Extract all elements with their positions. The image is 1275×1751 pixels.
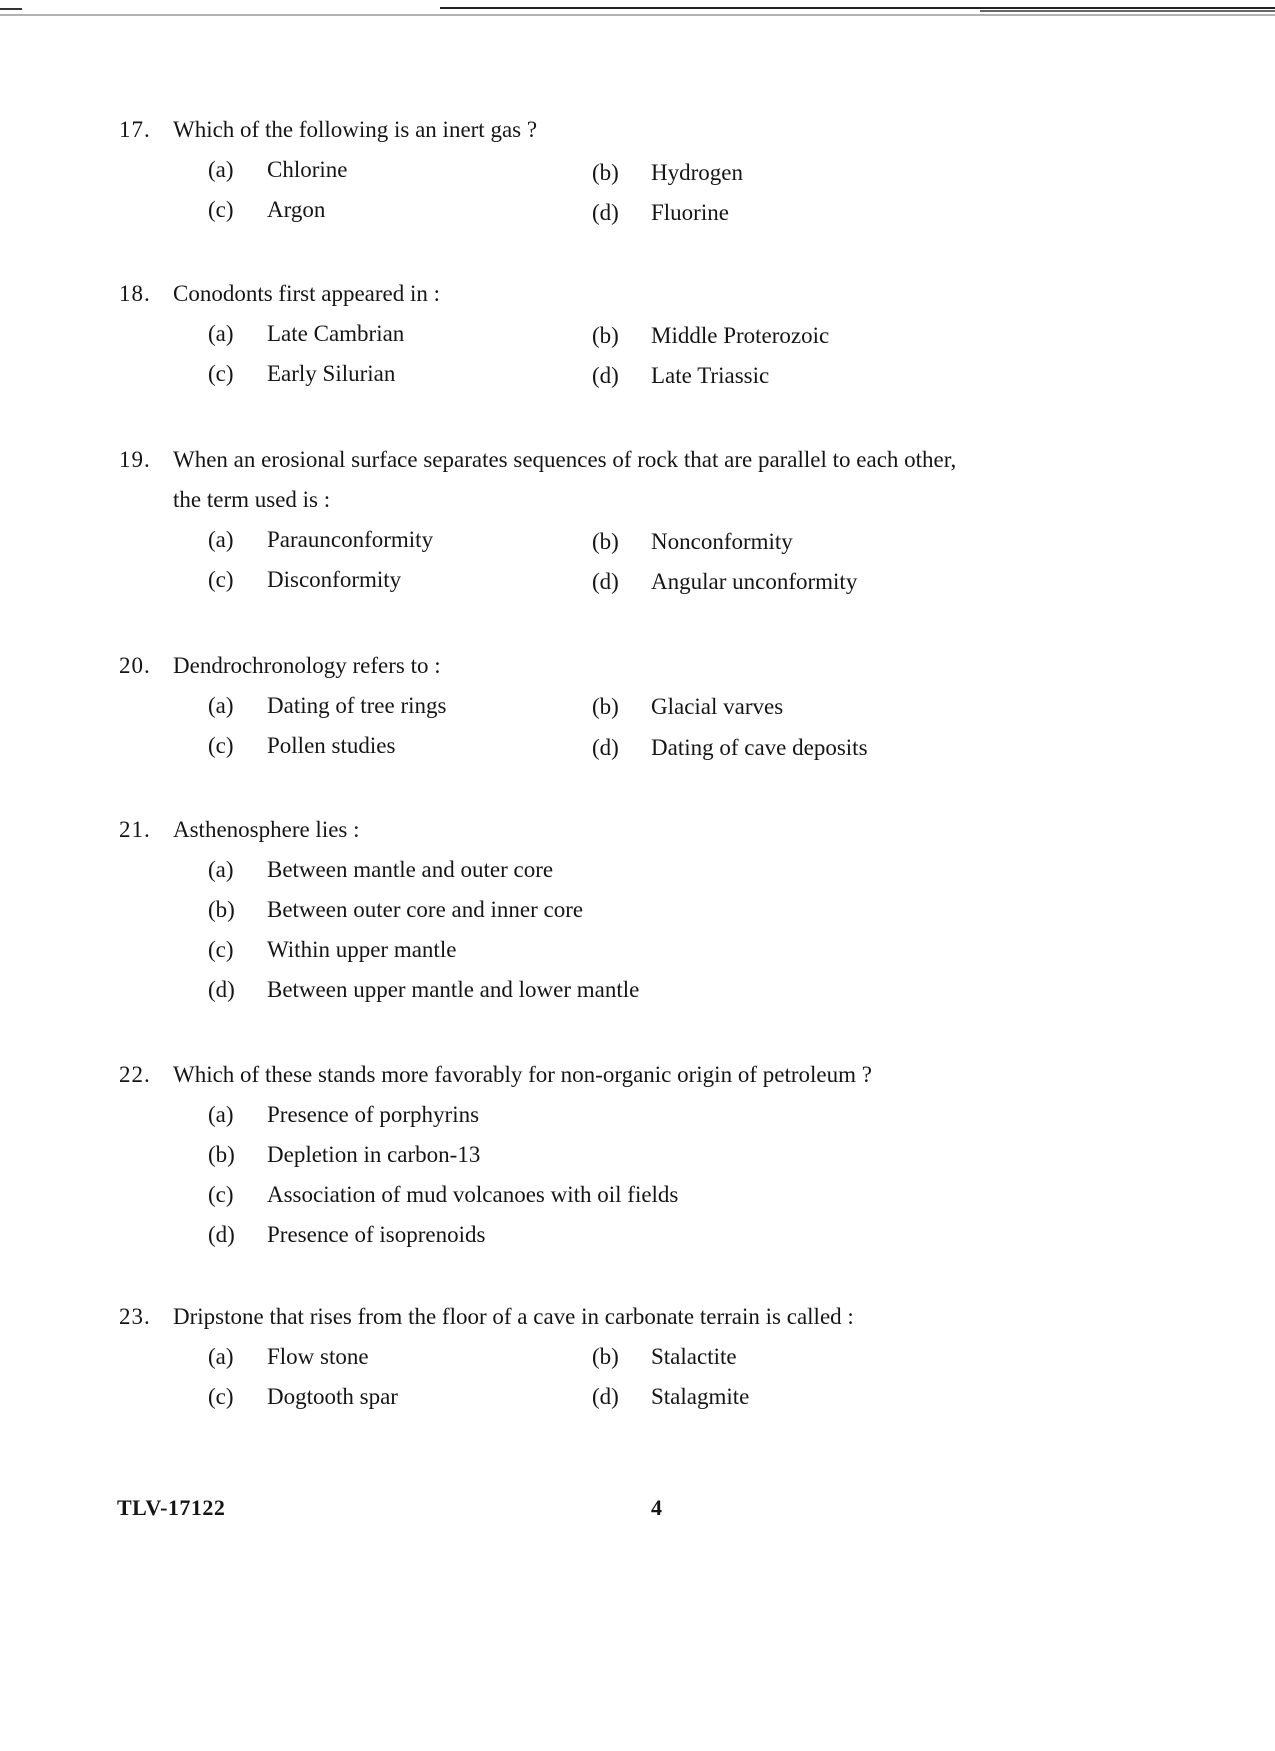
option-label: (a) [208, 527, 234, 552]
option-label: (a) [208, 157, 234, 182]
option-text: Between mantle and outer core [267, 857, 554, 882]
option-text: Dating of tree rings [267, 693, 447, 718]
option-text: Early Silurian [267, 361, 396, 386]
option-label: (c) [208, 1384, 234, 1409]
option-text: Late Triassic [651, 363, 770, 388]
option-text: Stalagmite [651, 1384, 750, 1409]
question-18 [0, 274, 1275, 404]
option-label: (a) [208, 1102, 234, 1127]
option-text: Pollen studies [267, 733, 396, 758]
option-label: (d) [592, 363, 619, 388]
question-23 [0, 1297, 1275, 1427]
option-label: (d) [592, 735, 619, 760]
option-label: (c) [208, 937, 234, 962]
option-text: Disconformity [267, 567, 402, 592]
option-text: Middle Proterozoic [651, 323, 830, 348]
question-text: Which of the following is an inert gas ? [173, 117, 538, 142]
option-text: Late Cambrian [267, 321, 405, 346]
question-text: Conodonts first appeared in : [173, 281, 441, 306]
question-number: 21. [119, 817, 151, 842]
option-text: Hydrogen [651, 160, 743, 185]
option-label: (a) [208, 693, 234, 718]
document-code: TLV-17122 [117, 1495, 226, 1520]
option-label: (d) [208, 1222, 235, 1247]
question-number: 22. [119, 1062, 151, 1087]
top-rule [0, 0, 1275, 30]
option-text: Dogtooth spar [267, 1384, 398, 1409]
option-label: (d) [592, 1384, 619, 1409]
question-text: When an erosional surface separates sequences of rock that are parallel to each other, the term used is : [173, 447, 957, 512]
option-label: (a) [208, 321, 234, 346]
question-text: Dendrochronology refers to : [173, 653, 441, 678]
question-21 [0, 810, 1275, 1010]
option-text: Between outer core and inner core [267, 897, 584, 922]
option-text: Glacial varves [651, 694, 784, 719]
option-text: Association of mud volcanoes with oil fields [267, 1182, 679, 1207]
page-number: 4 [651, 1495, 662, 1520]
option-text: Presence of porphyrins [267, 1102, 480, 1127]
option-text: Stalactite [651, 1344, 737, 1369]
option-text: Dating of cave deposits [651, 735, 868, 760]
option-label: (b) [592, 1344, 619, 1369]
option-text: Depletion in carbon-13 [267, 1142, 481, 1167]
question-number: 17. [119, 117, 151, 142]
question-20 [0, 646, 1275, 776]
question-number: 20. [119, 653, 151, 678]
option-text: Presence of isoprenoids [267, 1222, 486, 1247]
option-label: (b) [208, 897, 235, 922]
option-text: Argon [267, 197, 326, 222]
option-label: (c) [208, 197, 234, 222]
option-label: (d) [592, 200, 619, 225]
question-text: Dripstone that rises from the floor of a cave in carbonate terrain is called : [173, 1304, 854, 1329]
option-label: (c) [208, 733, 234, 758]
question-number: 18. [119, 281, 151, 306]
option-text: Nonconformity [651, 529, 793, 554]
option-label: (c) [208, 1182, 234, 1207]
question-22 [0, 1055, 1275, 1255]
option-label: (b) [592, 529, 619, 554]
option-label: (b) [592, 160, 619, 185]
option-text: Fluorine [651, 200, 729, 225]
question-17 [0, 110, 1275, 240]
option-label: (c) [208, 567, 234, 592]
question-text: Which of these stands more favorably for non-organic origin of petroleum ? [173, 1062, 872, 1087]
option-text: Between upper mantle and lower mantle [267, 977, 640, 1002]
option-text: Within upper mantle [267, 937, 457, 962]
question-text: Asthenosphere lies : [173, 817, 360, 842]
option-label: (a) [208, 1344, 234, 1369]
option-label: (c) [208, 361, 234, 386]
option-text: Flow stone [267, 1344, 369, 1369]
option-label: (d) [592, 569, 619, 594]
option-label: (d) [208, 977, 235, 1002]
question-19 [0, 440, 1275, 610]
option-label: (a) [208, 857, 234, 882]
option-label: (b) [592, 323, 619, 348]
option-label: (b) [592, 694, 619, 719]
question-number: 23. [119, 1304, 151, 1329]
option-label: (b) [208, 1142, 235, 1167]
option-text: Angular unconformity [651, 569, 858, 594]
question-number: 19. [119, 447, 151, 472]
option-text: Chlorine [267, 157, 348, 182]
option-text: Paraunconformity [267, 527, 434, 552]
